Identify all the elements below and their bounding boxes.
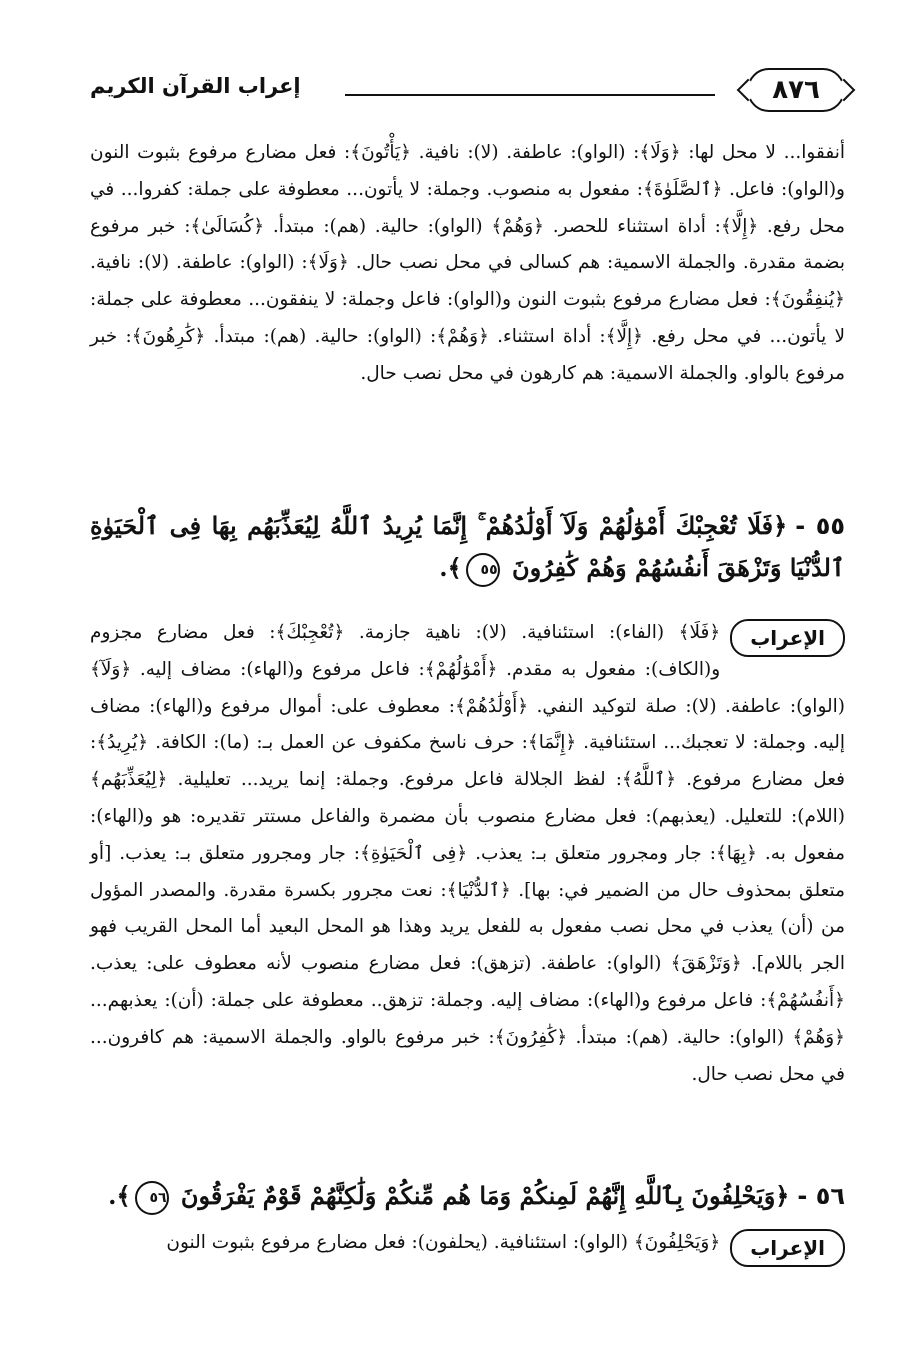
verse-55 [90, 505, 845, 615]
verse-55-text [90, 505, 845, 589]
section-irab-56 [90, 1225, 845, 1262]
page-content [90, 135, 845, 1267]
book-title: إعراب القرآن الكريم [90, 74, 301, 98]
irab-55-paragraph: ﴿فَلَا﴾ (الفاء): استئنافية. (لا): ناهية جازمة. ﴿تُعْجِبْكَ﴾: فعل مضارع مجزوم و(الكاف): مفعول به مقدم. ﴿أَمْوَٰلُهُمْ﴾: فاعل مرفوع و(الهاء): مضاف إليه. ﴿وَلَآ﴾ (الواو): عاطفة. (لا): صلة لتوكيد النفي. ﴿أَوْلَٰدُهُمْ﴾: معطوف على: أموال مرفوع و(الهاء): مضاف إليه. وجملة: لا تعجبك... استئنافية. ﴿إِنَّمَا﴾: حرف ناسخ مكفوف عن العمل بـ: (ما): الكافة. ﴿يُرِيدُ﴾: فعل مضارع مرفوع. ﴿ٱللَّهُ﴾: لفظ الجلالة فاعل مرفوع. وجملة: إنما يريد... تعليلية. ﴿لِيُعَذِّبَهُم﴾ (اللام): للتعليل. (يعذبهم): فعل مضارع منصوب بأن مضمرة والفاعل مستتر تقديره: هو و(الهاء): مفعول به. ﴿بِهَا﴾: جار ومجرور متعلق بـ: يعذب. ﴿فِى ٱلْحَيَوٰةِ﴾: جار ومجرور متعلق بـ: يعذب. [أو متعلق بمحذوف حال من الضمير في: بها]. ﴿ٱلدُّنْيَا﴾: نعت مجرور بكسرة مقدرة. والمصدر المؤول من (أن) يعذب في محل نصب مفعول به للفعل يريد وهذا هو المحل البعيد أما المحل القريب فهو الجر باللام]. ﴿وَتَزْهَقَ﴾ (الواو): عاطفة. (تزهق): فعل مضارع منصوب لأنه معطوف على: يعذب. ﴿أَنفُسُهُمْ﴾: فاعل مرفوع و(الهاء): مضاف إليه. وجملة: تزهق.. معطوفة على جملة: (أن): يعذبهم... ﴿وَهُمْ﴾ (الواو): حالية. (هم): مبتدأ. ﴿كَٰفِرُونَ﴾: خبر مرفوع بالواو. والجملة الاسمية: هم كافرون... في محل نصب حال. [90, 622, 845, 1085]
verse-56-number: ٥٦ - [797, 1182, 845, 1210]
irab-56-paragraph: ﴿وَيَحْلِفُونَ﴾ (الواو): استئنافية. (يحلفون): فعل مضارع مرفوع بثبوت النون [166, 1232, 721, 1253]
section-irab-55 [90, 615, 845, 1175]
verse-56 [90, 1175, 845, 1225]
page-number: ٨٧٦ [772, 75, 820, 105]
verse-56-close: ﴾. [108, 1181, 131, 1210]
irab-label-badge: الإعراب [730, 619, 845, 657]
verse-56-body: ﴿وَيَحْلِفُونَ بِٱللَّهِ إِنَّهُمْ لَمِنكُمْ وَمَا هُم مِّنكُمْ وَلَٰكِنَّهُمْ قَوْمٌ يَفْرَقُونَ [180, 1181, 790, 1210]
analysis-paragraph: أنفقوا... لا محل لها: ﴿وَلَا﴾: (الواو): عاطفة. (لا): نافية. ﴿يَأْتُونَ﴾: فعل مضارع مرفوع بثبوت النون و(الواو): فاعل. ﴿ٱلصَّلَوٰةَ﴾: مفعول به منصوب. وجملة: لا يأتون... معطوفة على جملة: كفروا... في محل رفع. ﴿إِلَّا﴾: أداة استثناء للحصر. ﴿وَهُمْ﴾ (الواو): حالية. (هم): مبتدأ. ﴿كُسَالَىٰ﴾: خبر مرفوع بضمة مقدرة. والجملة الاسمية: هم كسالى في محل نصب حال. ﴿وَلَا﴾: (الواو): عاطفة. (لا): نافية. ﴿يُنفِقُونَ﴾: فعل مضارع مرفوع بثبوت النون و(الواو): فاعل وجملة: لا ينفقون... معطوفة على جملة: لا يأتون... في محل رفع. ﴿إِلَّا﴾: أداة استثناء. ﴿وَهُمْ﴾: (الواو): حالية. (هم): مبتدأ. ﴿كَٰرِهُونَ﴾: خبر مرفوع بالواو. والجملة الاسمية: هم كارهون في محل نصب حال. [90, 142, 845, 384]
ayah-marker-55: ٥٥ [466, 553, 500, 587]
page-header [90, 60, 845, 116]
verse-56-text [90, 1175, 845, 1217]
verse-55-body: ﴿فَلَا تُعْجِبْكَ أَمْوَٰلُهُمْ وَلَآ أَوْلَٰدُهُمْ ۚ إِنَّمَا يُرِيدُ ٱللَّهُ لِيُعَذِّبَهُم بِهَا فِى ٱلْحَيَوٰةِ ٱلدُّنْيَا وَتَزْهَقَ أَنفُسُهُمْ وَهُمْ كَٰفِرُونَ [90, 511, 845, 582]
ayah-marker-56: ٥٦ [135, 1181, 169, 1215]
section-analysis-continued [90, 135, 845, 505]
verse-55-number: ٥٥ - [795, 512, 845, 540]
page-number-badge [747, 68, 845, 112]
irab-label-badge-2: الإعراب [730, 1229, 845, 1267]
verse-55-close: ﴾. [439, 553, 462, 582]
header-rule [345, 94, 715, 96]
